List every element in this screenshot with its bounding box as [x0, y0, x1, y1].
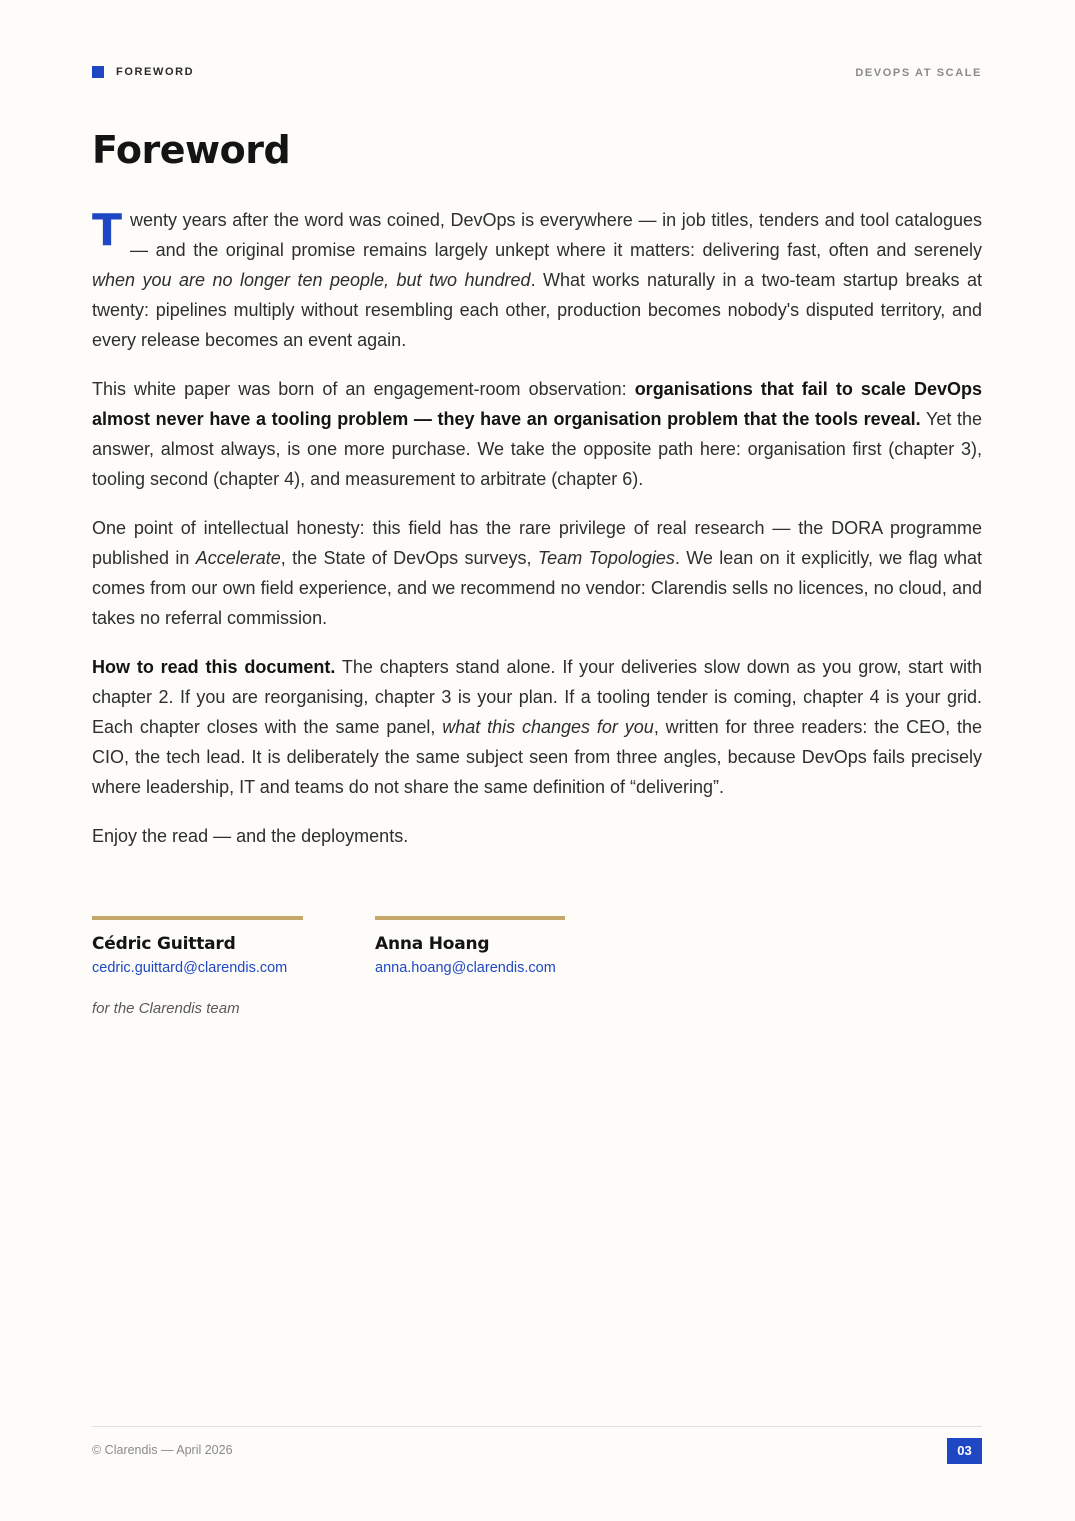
- paragraph-text: , the State of DevOps surveys,: [280, 548, 538, 568]
- footer-copyright: © Clarendis — April 2026: [92, 1443, 233, 1457]
- signature-rule: [375, 916, 565, 920]
- section-marker: [92, 66, 194, 78]
- paragraph-text: Enjoy the read — and the deployments.: [92, 826, 409, 846]
- signature-block: [92, 916, 303, 977]
- paragraph-how-to-read: [92, 652, 982, 802]
- paragraph-closing: [92, 821, 982, 851]
- page-number-badge: 03: [947, 1438, 982, 1464]
- page-title: Foreword: [92, 128, 291, 172]
- drop-cap: T: [92, 205, 123, 256]
- paragraph-text: , written for three readers: the CEO, the CIO, the tech lead. It is deliberately the same subject seen from three angles, because DevOps fails precisely where leadership, IT and teams do not share the same definition of “delivering”.: [92, 717, 982, 797]
- paragraph-text: This white paper was born of an engagement-room observation:: [92, 379, 635, 399]
- paragraph-text: Yet the answer, almost always, is one more purchase. We take the opposite path here: organisation first (chapter 3), tooling second (chapter 4), and measurement to arbitrate (chapter 6).: [92, 409, 982, 489]
- section-square-icon: [92, 66, 104, 78]
- paragraph-emphasis: Team Topologies: [537, 548, 675, 568]
- document-label: DEVOPS AT SCALE: [855, 67, 982, 79]
- body-text: [92, 205, 982, 870]
- paragraph-intro: [92, 205, 982, 355]
- page: [92, 0, 982, 1521]
- paragraph-text: wenty years after the word was coined, DevOps is everywhere — in job titles, tenders and tool catalogues — and the original promise remains largely unkept where it matters: delivering fast, often and serenely: [130, 210, 982, 260]
- signature-rule: [92, 916, 303, 920]
- paragraph-emphasis: when you are no longer ten people, but two hundred: [92, 270, 531, 290]
- paragraph-text: The chapters stand alone. If your deliveries slow down as you grow, start with chapter 2. If you are reorganising, chapter 3 is your plan. If a tooling tender is coming, chapter 4 is your grid. Each chapter closes with the same panel,: [92, 657, 983, 737]
- signature-email-link[interactable]: anna.hoang@clarendis.com: [375, 960, 556, 976]
- running-header: [92, 66, 982, 84]
- signature-block: [375, 916, 565, 977]
- paragraph-strong: organisations that fail to scale DevOps almost never have a tooling problem — they have an organisation problem that the tools reveal.: [92, 379, 982, 429]
- paragraph-emphasis: what this changes for you: [442, 717, 654, 737]
- paragraph-emphasis: Accelerate: [195, 548, 281, 568]
- paragraph-text: . What works naturally in a two-team startup breaks at twenty: pipelines multiply without resembling each other, production becomes nobody's disputed territory, and every release becomes an event again.: [92, 270, 982, 350]
- paragraph-honesty: [92, 513, 982, 633]
- paragraph-text: One point of intellectual honesty: this field has the rare privilege of real research — the DORA programme published in: [92, 518, 982, 568]
- signature-name: Anna Hoang: [375, 934, 490, 954]
- footer-divider: [92, 1426, 982, 1427]
- paragraph-strong: How to read this document.: [92, 657, 336, 677]
- section-label: FOREWORD: [116, 66, 195, 78]
- signature-name: Cédric Guittard: [92, 934, 236, 954]
- signature-email-link[interactable]: cedric.guittard@clarendis.com: [92, 960, 288, 976]
- paragraph-observation: [92, 374, 982, 494]
- paragraph-text: . We lean on it explicitly, we flag what comes from our own field experience, and we recommend no vendor: Clarendis sells no licences, no cloud, and takes no referral commission.: [92, 548, 983, 628]
- team-note: for the Clarendis team: [92, 1000, 240, 1017]
